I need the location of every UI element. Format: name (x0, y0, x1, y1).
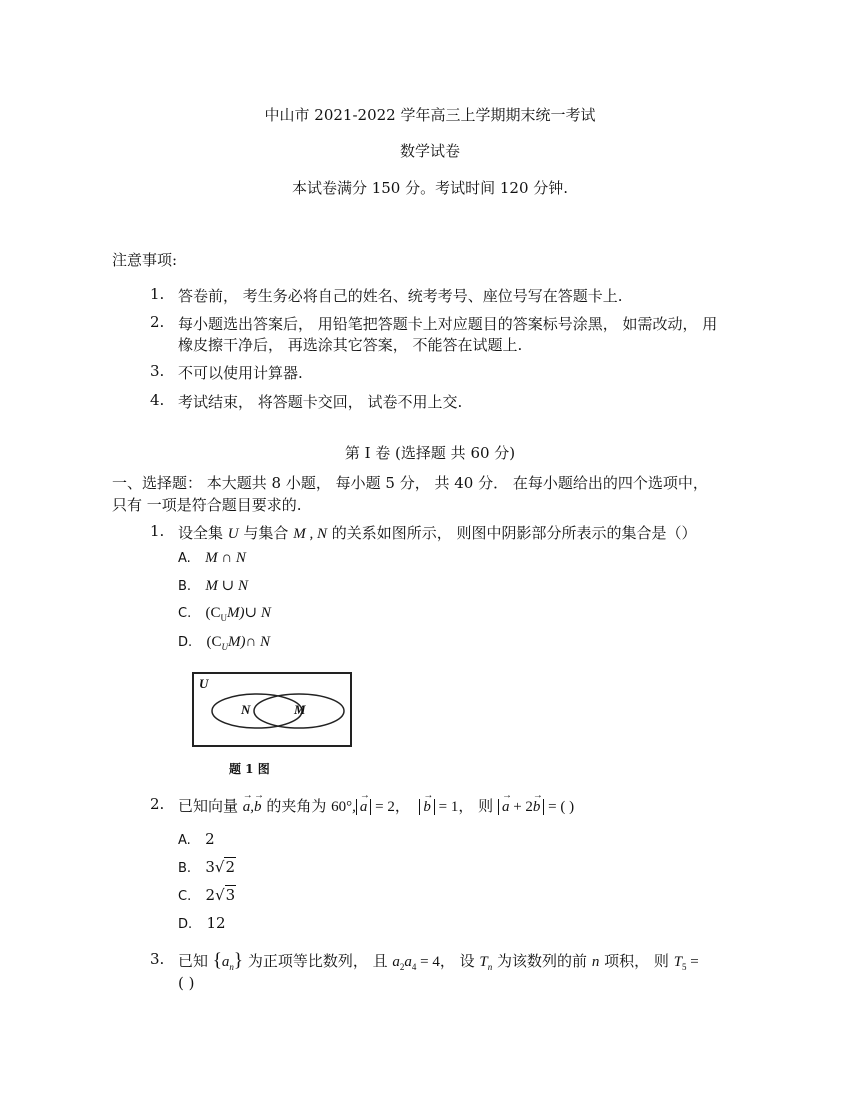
venn-n-label: N (241, 702, 251, 717)
question-number: 2. (150, 795, 165, 813)
notice-number: 3. (150, 362, 165, 380)
section-intro: 一、选择题： 本大题共 8 小题， 每小题 5 分， 共 40 分． 在每小题给出的四个选项中， (112, 474, 708, 492)
option-a[interactable]: A. M ∩ N (178, 550, 246, 566)
notice-text: 考试结束， 将答题卡交回， 试卷不用上交. (178, 393, 463, 411)
exam-title: 中山市 2021-2022 学年高三上学期期末统一考试 (264, 106, 596, 124)
question-number: 1. (150, 522, 165, 540)
question-1-stem: 设全集 U 与集合 M , N 的关系如图所示， 则图中阴影部分所表示的集合是（） (178, 524, 697, 542)
notice-text: 答卷前， 考生务必将自己的姓名、统考考号、座位号写在答题卡上. (178, 287, 623, 305)
notice-number: 1. (150, 285, 165, 303)
option-b[interactable]: B. 3√2 (178, 858, 236, 876)
question-number: 3. (150, 950, 165, 968)
question-2-stem: 已知向量 → a,→ b 的夹角为 60°,→ a = 2， → b = 1， 则 → a + 2→ b = ( ) (178, 795, 574, 816)
section-title: 第 I 卷 (选择题 共 60 分) (344, 444, 516, 462)
notice-text: 橡皮擦干净后， 再选涂其它答案， 不能答在试题上. (178, 336, 523, 354)
option-b[interactable]: B. M ∪ N (178, 578, 248, 594)
option-c[interactable]: C. $(C_UM)\cup$ N (178, 605, 271, 623)
notice-number: 4. (150, 391, 165, 409)
notice-text: 不可以使用计算器. (178, 364, 303, 382)
option-d[interactable]: D. 12 (178, 914, 226, 932)
question-3-answer-placeholder: ( ) (178, 974, 195, 992)
venn-u-label: U (199, 676, 209, 691)
exam-subtitle: 数学试卷 (399, 142, 460, 160)
notice-number: 2. (150, 313, 165, 331)
venn-m-label: M (294, 702, 306, 717)
venn-circles (194, 674, 350, 745)
section-intro: 只有 一项是符合题目要求的. (112, 496, 302, 514)
venn-diagram (192, 672, 352, 747)
option-c[interactable]: C. 2√3 (178, 886, 236, 904)
option-d[interactable]: D. $(C_UM)\cap$ N (178, 634, 271, 652)
notice-text: 每小题选出答案后， 用铅笔把答题卡上对应题目的答案标号涂黑， 如需改动， 用 (178, 315, 718, 333)
figure-caption: 题 1 图 (229, 762, 270, 776)
notice-heading: 注意事项: (112, 251, 178, 269)
exam-info: 本试卷满分 150 分。考试时间 120 分钟. (291, 179, 569, 197)
option-a[interactable]: A. 2 (178, 830, 215, 848)
question-3-stem: 已知 $\{a_n\}$ 为正项等比数列， 且 $a_2a_4 = 4$， 设 $T_n$ 为该数列的前 n 项积， 则 $T_5$ = (178, 950, 699, 972)
